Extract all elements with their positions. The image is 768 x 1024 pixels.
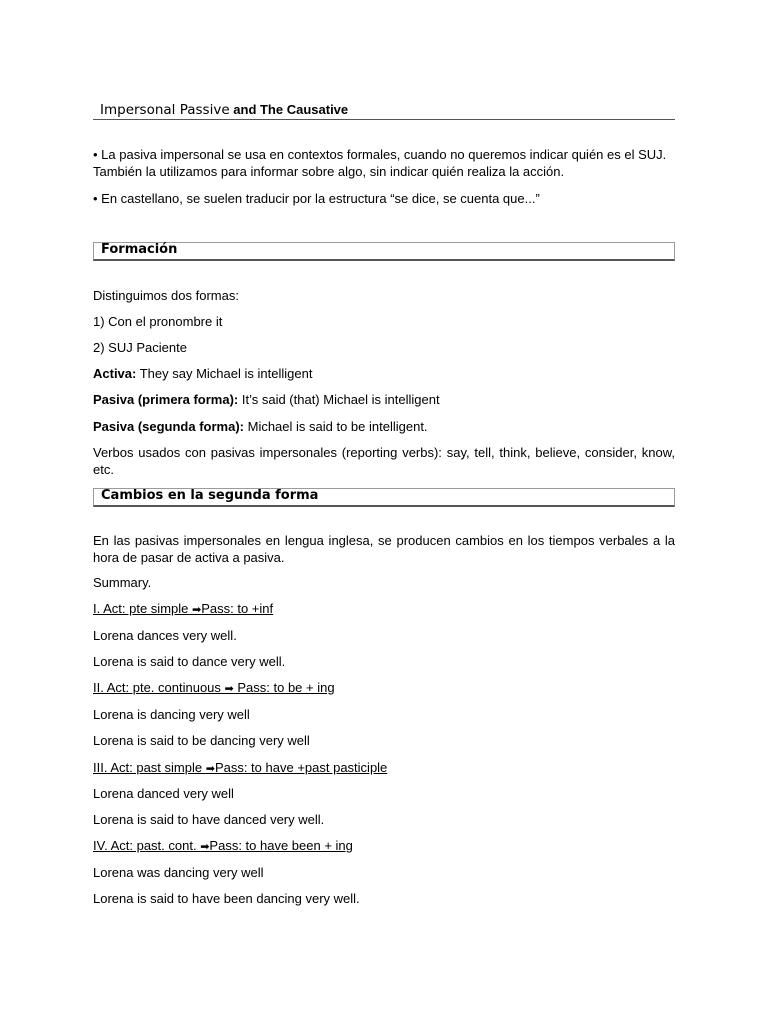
rule-3 <box>93 759 675 777</box>
example-text: Michael is said to be intelligent. <box>244 419 428 434</box>
example-pasiva-segunda <box>93 418 675 435</box>
example-pasiva-primera <box>93 391 675 408</box>
section-heading-text: Cambios en la segunda forma <box>101 488 319 503</box>
title-main: Impersonal Passive <box>100 102 230 118</box>
formacion-line-2: 1) Con el pronombre it <box>93 314 223 329</box>
section-heading-cambios <box>93 488 675 507</box>
rule-heading <box>93 680 335 695</box>
example-text: They say Michael is intelligent <box>136 366 313 381</box>
rule-heading <box>93 601 273 616</box>
rule-left: II. Act: pte. continuous <box>93 680 225 695</box>
cambios-intro: En las pasivas impersonales en lengua inglesa, se producen cambios en los tiempos verbales a la hora de pasar de activa a pasiva. <box>93 533 675 565</box>
example-label: Pasiva (primera forma): <box>93 392 239 407</box>
rule-left: IV. Act: past. cont. <box>93 838 201 853</box>
arrow-icon: ➡ <box>200 840 210 853</box>
intro-paragraph-2: • En castellano, se suelen traducir por la estructura “se dice, se cuenta que...” <box>93 191 540 206</box>
rule-2 <box>93 679 675 697</box>
summary-label: Summary. <box>93 575 152 590</box>
rule-left: III. Act: past simple <box>93 760 206 775</box>
rule-2-example-passive: Lorena is said to be dancing very well <box>93 733 310 748</box>
formacion-line-3: 2) SUJ Paciente <box>93 340 187 355</box>
rule-1 <box>93 600 675 618</box>
rule-1-example-active: Lorena dances very well. <box>93 628 237 643</box>
intro-paragraph-1: • La pasiva impersonal se usa en contextos formales, cuando no queremos indicar quién es el SUJ. También la utilizamos para informar sobre algo, sin indicar quién realiza la acción. <box>93 147 667 179</box>
rule-right: Pass: to have been + ing <box>209 838 353 853</box>
rule-right: Pass: to be + ing <box>233 680 335 695</box>
rule-heading <box>93 760 387 775</box>
example-label: Pasiva (segunda forma): <box>93 419 244 434</box>
title-secondary: and The Causative <box>229 102 349 117</box>
rule-3-example-passive: Lorena is said to have danced very well. <box>93 812 325 827</box>
rule-3-example-active: Lorena danced very well <box>93 786 234 801</box>
rule-2-example-active: Lorena is dancing very well <box>93 707 250 722</box>
formacion-line-1: Distinguimos dos formas: <box>93 288 239 303</box>
rule-4-example-active: Lorena was dancing very well <box>93 865 264 880</box>
example-label: Activa: <box>93 366 137 381</box>
rule-heading <box>93 838 353 853</box>
verbs-note: Verbos usados con pasivas impersonales (reporting verbs): say, tell, think, believe, consider, know, etc. <box>93 445 675 477</box>
document-title <box>93 101 675 120</box>
rule-left: I. Act: pte simple <box>93 601 192 616</box>
section-heading-text: Formación <box>101 242 178 257</box>
arrow-icon: ➡ <box>205 762 215 775</box>
arrow-icon: ➡ <box>192 603 202 616</box>
example-text: It’s said (that) Michael is intelligent <box>238 392 440 407</box>
example-activa <box>93 365 675 382</box>
rule-1-example-passive: Lorena is said to dance very well. <box>93 654 286 669</box>
section-heading-formacion <box>93 242 675 261</box>
rule-right: Pass: to have +past pasticiple <box>214 760 388 775</box>
arrow-icon: ➡ <box>224 682 234 695</box>
rule-4-example-passive: Lorena is said to have been dancing very well. <box>93 891 360 906</box>
rule-4 <box>93 837 675 855</box>
rule-right: Pass: to +inf <box>201 601 274 616</box>
